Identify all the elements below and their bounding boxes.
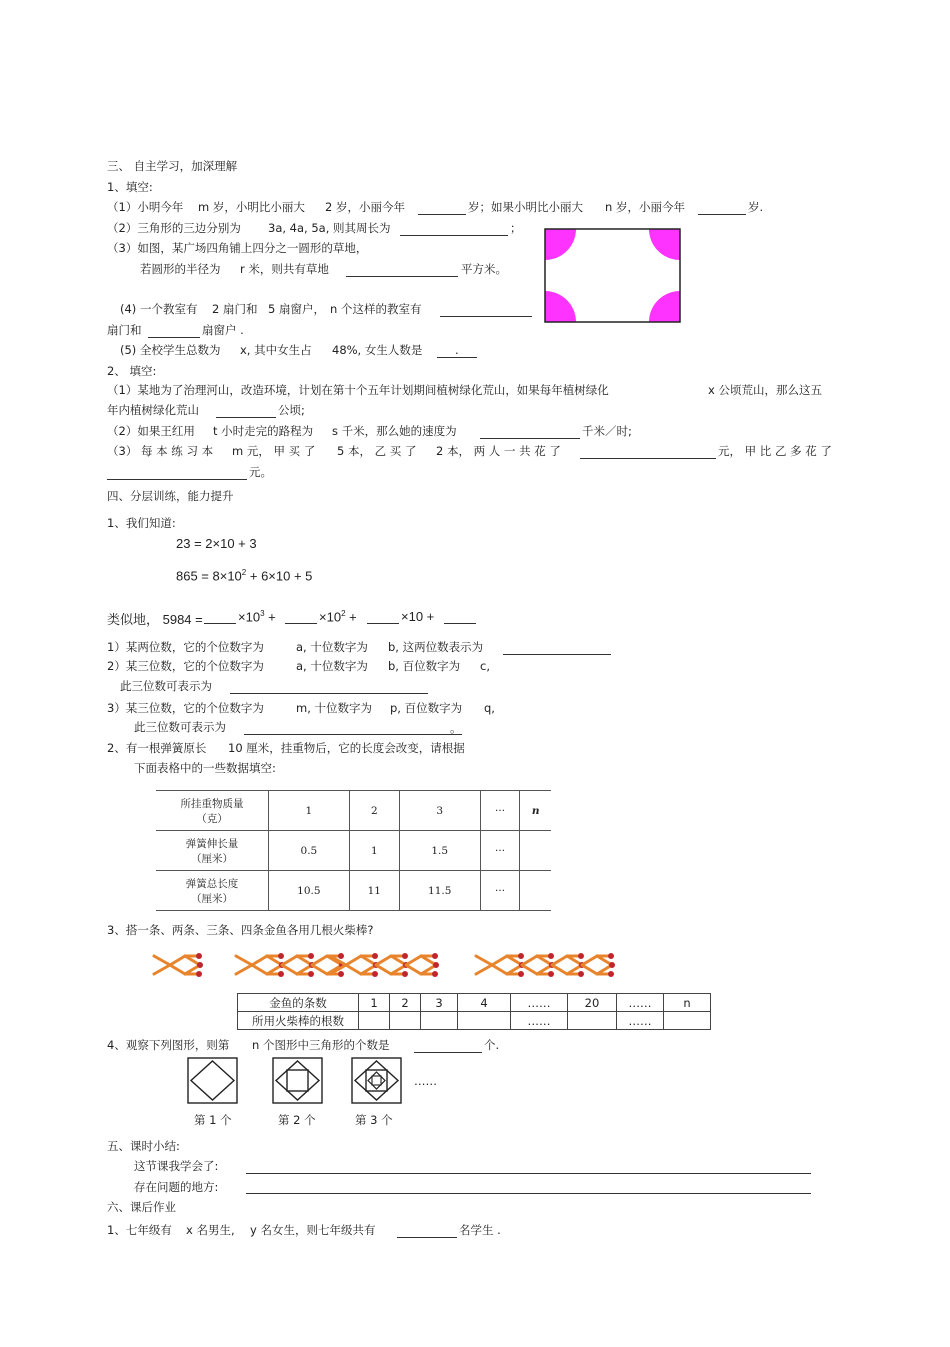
matchstick — [252, 956, 267, 965]
summary-learned-label: 这节课我学会了: — [134, 1159, 219, 1173]
answer-blank[interactable] — [367, 609, 399, 624]
nested-square-figure-1 — [187, 1057, 239, 1105]
s4-q4-heading-a: 4、观察下列图形，则第 — [107, 1038, 230, 1052]
s3-q1-heading: 1、填空: — [107, 180, 153, 194]
table-cell: …… — [617, 1012, 664, 1030]
figure-label-2: 第 2 个 — [278, 1113, 316, 1127]
match-head — [432, 971, 438, 977]
equation-23: 23 = 2×10 + 3 — [176, 536, 257, 551]
s3-q1-4-part-e: 扇门和 — [107, 323, 142, 337]
answer-blank[interactable] — [346, 262, 458, 277]
s3-q2-1-part-a: （1）某地为了治理河山，改造环境，计划在第十个五年计划期间植树绿化荒山，如果每年植树绿化 — [107, 383, 609, 397]
answer-blank[interactable] — [216, 403, 276, 418]
figure-label-1: 第 1 个 — [194, 1113, 232, 1127]
table-cell: …… — [511, 994, 568, 1012]
s4-q1-sub2-part-d: c, — [480, 659, 490, 673]
table-cell: 1.5 — [399, 831, 480, 871]
s4-q1-sub3-part-f: 。 — [450, 721, 462, 735]
match-head — [338, 971, 344, 977]
s4-q4-heading-c: 个. — [484, 1038, 500, 1052]
table-cell: ··· — [480, 831, 520, 871]
answer-blank[interactable] — [400, 221, 508, 236]
s6-q1-part-d: 名学生 . — [459, 1223, 501, 1237]
s3-q1-5-part-a: (5) 全校学生总数为 — [120, 343, 221, 357]
answer-blank[interactable] — [230, 679, 428, 694]
match-head — [196, 971, 202, 977]
s3-q2-3-part-d: 2 本， 两 人 一 共 花 了 — [436, 444, 561, 458]
row-label: 弹簧伸长量 — [185, 837, 239, 850]
section-5-title: 五、课时小结: — [107, 1139, 180, 1153]
s4-q1-sub1-part-b: a, 十位数字为 — [296, 640, 368, 654]
table-cell: 4 — [458, 994, 511, 1012]
s3-q1-3-part-b: 若圆形的半径为 — [140, 262, 221, 276]
s4-q1-sub2-part-b: a, 十位数字为 — [296, 659, 368, 673]
table-cell[interactable] — [359, 1012, 390, 1030]
table-cell: 1 — [269, 791, 350, 831]
table-row — [156, 791, 551, 831]
table-cell: 11.5 — [399, 871, 480, 911]
s6-q1-part-a: 1、七年级有 — [107, 1223, 172, 1237]
s3-q2-3-part-f: 元。 — [249, 465, 272, 479]
s3-q1-5-part-c: 48%, 女生人数是 — [332, 343, 423, 357]
match-head — [518, 953, 524, 959]
nested-square-figure-2 — [272, 1057, 324, 1105]
s3-q1-2-part-a: （2）三角形的三边分别为 — [107, 221, 241, 235]
s3-q1-5-part-d: . — [455, 343, 459, 357]
match-head — [402, 971, 408, 977]
s3-q2-2-part-c: s 千米，那么她的速度为 — [332, 424, 457, 438]
s4-q1-sub1-part-a: 1）某两位数，它的个位数字为 — [107, 640, 264, 654]
s4-q2-heading-c: 下面表格中的一些数据填空: — [134, 761, 276, 775]
table-cell: n — [664, 994, 711, 1012]
match-head — [578, 953, 584, 959]
s3-q1-4-part-a: (4) 一个教室有 — [120, 302, 198, 316]
s4-q1-sub3-part-d: q, — [484, 701, 495, 715]
s3-q2-3-part-e: 元， 甲 比 乙 多 花 了 — [718, 444, 832, 458]
table-cell: …… — [511, 1012, 568, 1030]
table-cell: 3 — [399, 791, 480, 831]
power-10-1: ×10 + — [401, 609, 435, 624]
s3-q1-2-part-b: 3a, 4a, 5a, 则其周长为 — [268, 221, 391, 235]
match-head — [308, 953, 314, 959]
matchstick — [376, 956, 391, 965]
answer-blank[interactable] — [480, 424, 580, 439]
table-cell[interactable] — [520, 831, 551, 871]
section-3-title: 三、 自主学习，加深理解 — [107, 159, 238, 173]
section-6-title: 六、课后作业 — [107, 1200, 176, 1214]
match-head — [196, 953, 202, 959]
matchstick — [346, 965, 361, 974]
matchstick — [282, 956, 297, 965]
matchstick — [376, 965, 391, 974]
s4-q1-sub3-part-b: m, 十位数字为 — [296, 701, 373, 715]
matchstick — [312, 965, 327, 974]
s3-q1-4-part-d: n 个这样的教室有 — [330, 302, 422, 316]
s6-q1-part-c: y 名女生，则七年级共有 — [250, 1223, 376, 1237]
table-cell: 2 — [390, 994, 421, 1012]
s3-q1-1-part-b: m 岁，小明比小丽大 — [198, 200, 305, 214]
table-cell: …… — [617, 994, 664, 1012]
s3-q2-1-part-d: 公顷; — [278, 403, 305, 417]
matchstick — [492, 956, 507, 965]
table-cell: n — [520, 791, 551, 831]
answer-blank[interactable] — [503, 640, 611, 655]
table-row — [238, 1012, 711, 1030]
s4-q1-sub2-part-c: b, 百位数字为 — [388, 659, 461, 673]
quarter-circle-lawn-figure — [544, 228, 682, 324]
answer-blank[interactable] — [698, 200, 746, 215]
match-head — [372, 953, 378, 959]
spring-data-table — [156, 790, 551, 911]
match-head — [608, 971, 614, 977]
table-cell: 10.5 — [269, 871, 350, 911]
matchstick — [236, 956, 252, 965]
s3-q2-3-part-a: （3） 每 本 练 习 本 — [107, 444, 214, 458]
matchstick — [552, 956, 567, 965]
table-cell: 20 — [568, 994, 617, 1012]
matchstick — [170, 956, 185, 965]
match-head — [338, 953, 344, 959]
match-head — [278, 971, 284, 977]
matchstick — [582, 965, 597, 974]
matchstick — [522, 956, 537, 965]
quarter-circle-bottom-right — [649, 291, 682, 324]
match-head — [518, 971, 524, 977]
summary-learned-line[interactable] — [246, 1159, 811, 1174]
match-head — [608, 953, 614, 959]
matchstick — [346, 956, 361, 965]
answer-blank[interactable] — [444, 609, 476, 624]
similar-5984-prompt: 类似地， 5984 = — [107, 612, 203, 627]
table-row — [156, 831, 551, 871]
s6-q1-part-b: x 名男生, — [186, 1223, 235, 1237]
table-cell[interactable] — [421, 1012, 458, 1030]
s3-q1-3-part-a: （3）如图，某广场四角铺上四分之一圆形的草地， — [107, 241, 368, 255]
matchstick — [582, 956, 597, 965]
matchstick — [406, 956, 421, 965]
match-head — [432, 953, 438, 959]
table-cell[interactable] — [390, 1012, 421, 1030]
row-label: 所用火柴棒的根数 — [238, 1012, 359, 1030]
s3-q1-4-part-b: 2 扇门和 — [212, 302, 258, 316]
answer-blank[interactable] — [204, 609, 236, 624]
matchstick — [476, 965, 492, 974]
table-cell: 11 — [349, 871, 399, 911]
match-head — [609, 962, 615, 968]
s3-q2-2-part-d: 千米／时; — [582, 424, 632, 438]
match-head — [402, 953, 408, 959]
equation-865: $865 = 8\times 10^2 + 6\times 10 + 5$ — [176, 568, 313, 584]
row-unit: （厘米） — [191, 892, 233, 905]
s3-q1-4-part-c: 5 扇窗户， — [268, 302, 325, 316]
answer-blank[interactable] — [244, 720, 462, 735]
match-head — [278, 953, 284, 959]
answer-blank[interactable] — [107, 465, 247, 480]
s3-q1-3-part-c: r 米，则共有草地 — [240, 262, 329, 276]
matchstick — [282, 965, 297, 974]
table-cell: ··· — [480, 871, 520, 911]
section-4-title: 四、分层训练，能力提升 — [107, 489, 234, 503]
answer-blank[interactable] — [580, 444, 716, 459]
table-cell: 0.5 — [269, 831, 350, 871]
table-cell: ··· — [480, 791, 520, 831]
s4-q1-sub3-part-c: p, 百位数字为 — [390, 701, 463, 715]
answer-blank[interactable] — [440, 302, 532, 317]
s3-q1-1-part-e: n 岁，小丽今年 — [605, 200, 685, 214]
s4-q4-heading-b: n 个图形中三角形的个数是 — [252, 1038, 390, 1052]
s4-q1-sub3-part-a: 3）某三位数，它的个位数字为 — [107, 701, 264, 715]
table-cell[interactable] — [458, 1012, 511, 1030]
s4-q1-heading: 1、我们知道: — [107, 516, 176, 530]
quarter-circle-top-left — [544, 228, 576, 260]
matchstick-goldfish-figure — [150, 944, 640, 986]
s3-q2-heading: 2、 填空: — [107, 364, 157, 378]
match-head — [433, 962, 439, 968]
quarter-circle-top-right — [649, 228, 682, 260]
s3-q1-4-part-f: 扇窗户 . — [202, 323, 244, 337]
summary-problems-label: 存在问题的地方: — [134, 1180, 219, 1194]
matchstick — [476, 956, 492, 965]
quarter-circle-bottom-left — [544, 291, 576, 324]
s3-q1-5-part-b: x, 其中女生占 — [240, 343, 312, 357]
s3-q1-3-part-d: 平方米。 — [461, 262, 507, 276]
answer-blank[interactable] — [285, 609, 317, 624]
match-head — [548, 971, 554, 977]
s4-q1-sub2-part-e: 此三位数可表示为 — [120, 679, 212, 693]
matchstick — [154, 965, 170, 974]
row-label: 金鱼的条数 — [238, 994, 359, 1012]
s4-q3-heading: 3、搭一条、两条、三条、四条金鱼各用几根火柴棒? — [107, 923, 374, 937]
power-10-2: $\times 10^2$ + — [319, 609, 357, 625]
figure-ellipsis: …… — [414, 1074, 437, 1088]
figure-label-3: 第 3 个 — [355, 1113, 393, 1127]
table-cell[interactable] — [520, 871, 551, 911]
answer-blank[interactable] — [397, 1223, 457, 1238]
matchstick — [552, 965, 567, 974]
match-head — [197, 962, 203, 968]
s4-q2-heading-b: 10 厘米，挂重物后，它的长度会改变，请根据 — [228, 741, 465, 755]
row-label: 弹簧总长度 — [185, 877, 239, 890]
s4-q1-sub1-part-c: b, 这两位数表示为 — [388, 640, 484, 654]
matchstick — [492, 965, 507, 974]
s4-q2-heading-a: 2、有一根弹簧原长 — [107, 741, 207, 755]
matchstick — [522, 965, 537, 974]
row-unit: （克） — [196, 812, 228, 825]
table-cell: 1 — [349, 831, 399, 871]
s3-q1-1-part-f: 岁. — [748, 200, 764, 214]
row-label: 所挂重物质量 — [180, 797, 244, 810]
s3-q2-2-part-b: t 小时走完的路程为 — [213, 424, 314, 438]
matchstick — [406, 965, 421, 974]
s4-q1-sub3-part-e: 此三位数可表示为 — [134, 720, 226, 734]
s3-q1-1-part-a: （1）小明今年 — [107, 200, 184, 214]
matchstick — [154, 956, 170, 965]
summary-problems-line[interactable] — [246, 1179, 811, 1194]
table-cell: 1 — [359, 994, 390, 1012]
s3-q1-1-part-d: 岁；如果小明比小丽大 — [468, 200, 583, 214]
s3-q2-1-part-b: x 公顷荒山，那么这五 — [708, 383, 822, 397]
row-unit: （厘米） — [191, 852, 233, 865]
nested-square-figure-3 — [351, 1057, 403, 1105]
table-cell[interactable] — [664, 1012, 711, 1030]
table-cell: 3 — [421, 994, 458, 1012]
answer-blank[interactable] — [148, 323, 200, 338]
s3-q2-2-part-a: （2）如果王红用 — [107, 424, 195, 438]
s3-q2-3-part-b: m 元， 甲 买 了 — [232, 444, 316, 458]
goldfish-table — [237, 993, 711, 1030]
table-row — [238, 994, 711, 1012]
matchstick — [312, 956, 327, 965]
match-head — [578, 971, 584, 977]
s3-q1-1-part-c: 2 岁，小丽今年 — [325, 200, 405, 214]
matchstick — [170, 965, 185, 974]
matchstick — [236, 965, 252, 974]
answer-blank[interactable] — [414, 1038, 482, 1053]
table-row — [156, 871, 551, 911]
match-head — [548, 953, 554, 959]
matchstick — [252, 965, 267, 974]
power-10-3: $\times 10^3$ + — [238, 609, 276, 625]
table-cell: 2 — [349, 791, 399, 831]
match-head — [308, 971, 314, 977]
s3-q2-3-part-c: 5 本， 乙 买 了 — [337, 444, 417, 458]
answer-blank[interactable] — [418, 200, 466, 215]
s3-q1-2-part-c: ； — [510, 221, 522, 235]
s3-q2-1-part-c: 年内植树绿化荒山 — [107, 403, 199, 417]
match-head — [372, 971, 378, 977]
table-cell[interactable] — [568, 1012, 617, 1030]
s4-q1-sub2-part-a: 2）某三位数，它的个位数字为 — [107, 659, 264, 673]
